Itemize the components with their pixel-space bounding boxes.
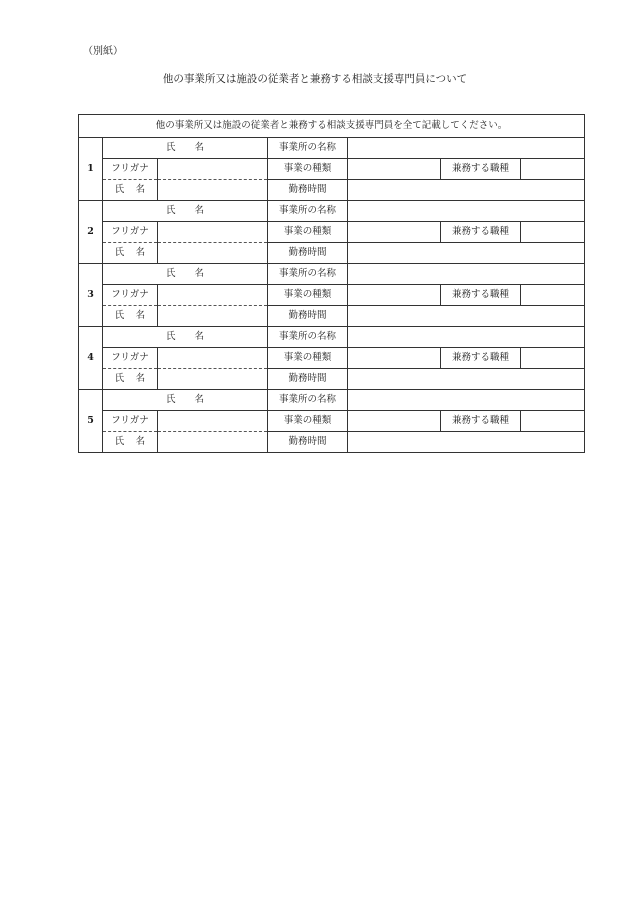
form-instruction: 他の事業所又は施設の従業者と兼務する相談支援専門員を全て記載してください。 (79, 115, 585, 138)
work-hours-field[interactable] (348, 432, 585, 453)
entry-4-row-fullname (79, 369, 585, 390)
name-header-label: 氏名 (165, 205, 223, 216)
concurrent-role-field[interactable] (521, 411, 585, 432)
entry-3-row-fullname (79, 306, 585, 327)
name-field[interactable] (158, 432, 268, 453)
name-header-label: 氏名 (165, 268, 223, 279)
concurrent-role-label: 兼務する職種 (441, 411, 521, 432)
entry-number: 1 (79, 138, 103, 201)
name-header-label: 氏名 (165, 394, 223, 405)
furigana-field[interactable] (158, 222, 268, 243)
business-type-label: 事業の種類 (268, 285, 348, 306)
furigana-field[interactable] (158, 285, 268, 306)
concurrent-role-label: 兼務する職種 (441, 159, 521, 180)
furigana-label: フリガナ (103, 285, 158, 306)
furigana-label: フリガナ (103, 222, 158, 243)
name-label (103, 306, 158, 327)
furigana-label: フリガナ (103, 411, 158, 432)
furigana-field[interactable] (158, 159, 268, 180)
office-name-label: 事業所の名称 (268, 264, 348, 285)
furigana-label: フリガナ (103, 159, 158, 180)
name-label-text: 氏名 (114, 436, 157, 447)
name-label-text: 氏名 (114, 184, 157, 195)
name-header-label: 氏名 (165, 142, 223, 153)
entry-5-row-name (79, 390, 585, 411)
entry-number: 5 (79, 390, 103, 453)
furigana-label: フリガナ (103, 348, 158, 369)
office-name-label: 事業所の名称 (268, 201, 348, 222)
business-type-label: 事業の種類 (268, 348, 348, 369)
business-type-label: 事業の種類 (268, 411, 348, 432)
concurrent-role-label: 兼務する職種 (441, 222, 521, 243)
entry-4-row-furigana (79, 348, 585, 369)
business-type-label: 事業の種類 (268, 159, 348, 180)
office-name-label: 事業所の名称 (268, 390, 348, 411)
entry-2-row-furigana (79, 222, 585, 243)
name-header (103, 264, 268, 285)
entry-3-row-name (79, 264, 585, 285)
name-field[interactable] (158, 243, 268, 264)
entry-number: 4 (79, 327, 103, 390)
name-header (103, 201, 268, 222)
work-hours-label: 勤務時間 (268, 306, 348, 327)
name-label (103, 432, 158, 453)
name-label-text: 氏名 (114, 373, 157, 384)
document-title: 他の事業所又は施設の従業者と兼務する相談支援専門員について (162, 73, 468, 85)
concurrent-staff-form (78, 114, 585, 453)
office-name-field[interactable] (348, 201, 585, 222)
office-name-label: 事業所の名称 (268, 138, 348, 159)
concurrent-role-field[interactable] (521, 348, 585, 369)
concurrent-role-label: 兼務する職種 (441, 348, 521, 369)
entry-4-row-name (79, 327, 585, 348)
furigana-field[interactable] (158, 411, 268, 432)
name-label-text: 氏名 (114, 310, 157, 321)
office-name-field[interactable] (348, 138, 585, 159)
work-hours-field[interactable] (348, 306, 585, 327)
name-field[interactable] (158, 180, 268, 201)
entry-5-row-furigana (79, 411, 585, 432)
concurrent-role-field[interactable] (521, 285, 585, 306)
work-hours-label: 勤務時間 (268, 180, 348, 201)
furigana-field[interactable] (158, 348, 268, 369)
office-name-field[interactable] (348, 264, 585, 285)
entry-2-row-name (79, 201, 585, 222)
office-name-field[interactable] (348, 327, 585, 348)
name-header-label: 氏名 (165, 331, 223, 342)
name-header (103, 390, 268, 411)
entry-1-row-fullname (79, 180, 585, 201)
entry-1-row-furigana (79, 159, 585, 180)
business-type-field[interactable] (348, 411, 441, 432)
name-header (103, 138, 268, 159)
work-hours-field[interactable] (348, 369, 585, 390)
concurrent-role-field[interactable] (521, 222, 585, 243)
entry-5-row-fullname (79, 432, 585, 453)
attachment-label: （別紙） (83, 46, 123, 57)
name-label (103, 243, 158, 264)
name-label (103, 369, 158, 390)
name-label (103, 180, 158, 201)
business-type-field[interactable] (348, 222, 441, 243)
work-hours-field[interactable] (348, 243, 585, 264)
concurrent-role-field[interactable] (521, 159, 585, 180)
entry-number: 2 (79, 201, 103, 264)
business-type-field[interactable] (348, 348, 441, 369)
business-type-label: 事業の種類 (268, 222, 348, 243)
business-type-field[interactable] (348, 285, 441, 306)
entry-2-row-fullname (79, 243, 585, 264)
name-field[interactable] (158, 369, 268, 390)
name-header (103, 327, 268, 348)
office-name-field[interactable] (348, 390, 585, 411)
name-label-text: 氏名 (114, 247, 157, 258)
work-hours-field[interactable] (348, 180, 585, 201)
business-type-field[interactable] (348, 159, 441, 180)
work-hours-label: 勤務時間 (268, 369, 348, 390)
concurrent-role-label: 兼務する職種 (441, 285, 521, 306)
entry-3-row-furigana (79, 285, 585, 306)
name-field[interactable] (158, 306, 268, 327)
entry-number: 3 (79, 264, 103, 327)
office-name-label: 事業所の名称 (268, 327, 348, 348)
work-hours-label: 勤務時間 (268, 243, 348, 264)
entry-1-row-name (79, 138, 585, 159)
work-hours-label: 勤務時間 (268, 432, 348, 453)
